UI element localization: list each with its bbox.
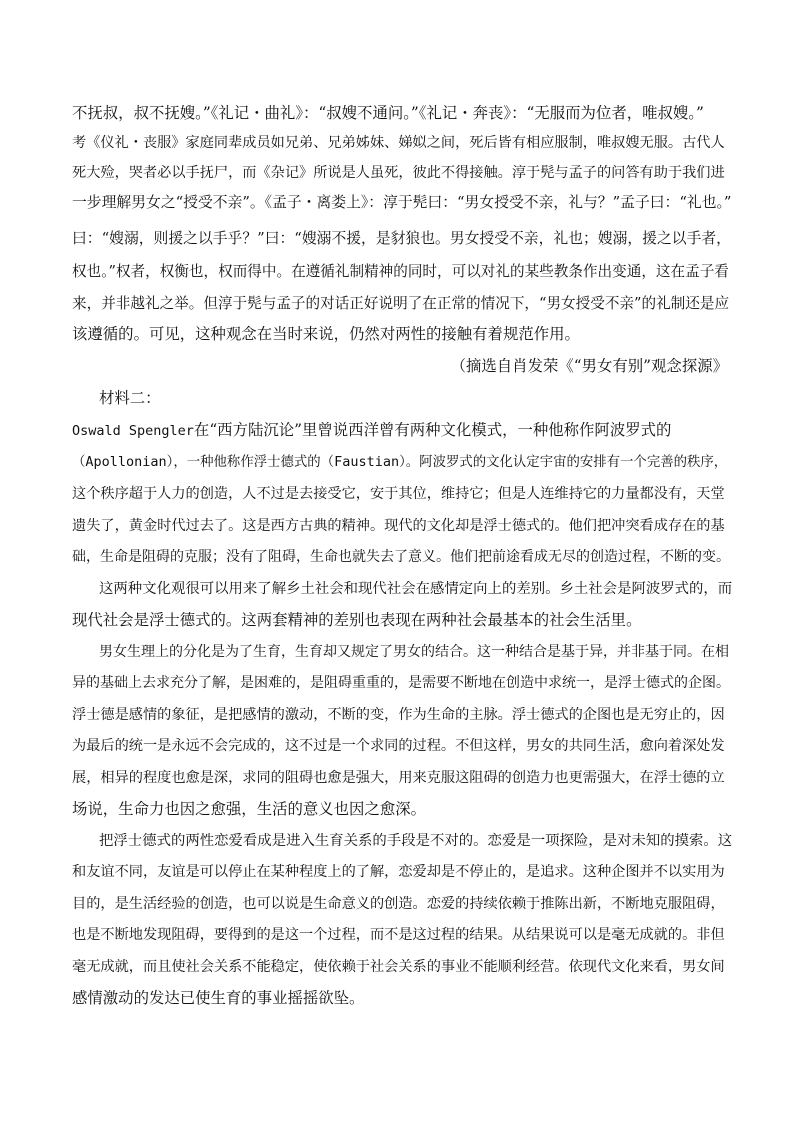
- text-line: 场说，生命力也因之愈强，生活的意义也因之愈深。: [72, 800, 426, 818]
- text-line: 础，生命是阻碍的克服；没有了阻碍，生命也就失去了意义。他们把前途看成无尽的创造过程，不断的变。: [72, 549, 730, 565]
- text-line: 目的，是生活经验的创造，也可以说是生命意义的创造。恋爱的持续依赖于推陈出新，不断地克服阻碍，: [72, 896, 725, 912]
- text-line: 异的基础上去求充分了解，是困难的，是阻碍重重的，是需要不断地在创造中求统一，是浮士德式的企图。: [72, 675, 730, 691]
- text-span: 在“西方陆沉论”里曾说西洋曾有两种文化模式，一种他称作阿波罗式的: [193, 421, 672, 439]
- text-line: 权也。”权者，权衡也，权而得中。在遵循礼制精神的同时，可以对礼的某些教条作出变通，这在孟子看: [72, 263, 729, 280]
- text-line: 也是不断地发现阻碍，要得到的是这一个过程，而不是这过程的结果。从结果说可以是毫无成就的。非但: [72, 927, 725, 943]
- text-line: 这个秩序超于人力的创造，人不过是去接受它，安于其位，维持它；但是人连维持它的力量都没有，天堂: [72, 486, 725, 502]
- text-line: 把浮士德式的两性恋爱看成是进入生育关系的手段是不对的。恋爱是一项探险，是对未知的摸索。这: [99, 833, 733, 849]
- text-line: 来，并非越礼之举。但淳于髡与孟子的对话正好说明了在正常的情况下，“男女授受不亲”的礼制还是应: [72, 295, 730, 312]
- text-line: [72, 452, 732, 473]
- section-heading: 材料二：: [99, 389, 161, 407]
- text-span: （: [72, 455, 86, 470]
- text-line: 该遵循的。可见，这种观念在当时来说，仍然对两性的接触有着规范作用。: [72, 325, 580, 343]
- text-line: 遗失了，黄金时代过去了。这是西方古典的精神。现代的文化却是浮士德式的。他们把冲突看成存在的基: [72, 518, 725, 534]
- text-line: [72, 420, 732, 441]
- text-line: 和友谊不同，友谊是可以停止在某种程度上的了解，恋爱却是不停止的，是追求。这种企图并不以实用为: [72, 864, 725, 880]
- text-line: 这两种文化观很可以用来了解乡土社会和现代社会在感情定向上的差别。乡土社会是阿波罗式的，而: [99, 581, 733, 597]
- term-faustian: Faustian: [334, 454, 400, 470]
- author-name: Oswald Spengler: [72, 423, 194, 439]
- term-apollonian: Apollonian: [85, 454, 167, 470]
- text-line: 考《仪礼・丧服》家庭同辈成员如兄弟、兄弟姊妹、娣姒之间，死后皆有相应服制，唯叔嫂无服。古代人: [72, 135, 725, 151]
- text-line: 死大殓，哭者必以手抚尸，而《杂记》所说是人虽死，彼此不得接触。淳于髡与孟子的问答有助于我们进: [72, 165, 725, 181]
- text-line: 展，相异的程度也愈是深，求同的阻碍也愈是强大，用来克服这阻碍的创造力也更需强大，在浮士德的立: [72, 770, 725, 786]
- text-line: 为最后的统一是永远不会完成的，这不过是一个求同的过程。不但这样，男女的共同生活，愈向着深处发: [72, 738, 725, 754]
- text-line: 毫无成就，而且使社会关系不能稳定，使依赖于社会关系的事业不能顺利经营。依现代文化来看，男女间: [72, 959, 725, 975]
- text-line: 不抚叔，叔不抚嫂。”《礼记・曲礼》：“叔嫂不通问。”《礼记・奔丧》：“无服而为位者，唯叔嫂。”: [72, 104, 704, 122]
- text-line: 一步理解男女之“授受不亲”。《孟子・离娄上》：淳于髡曰：“男女授受不亲，礼与？”孟子曰：“礼也。”: [72, 194, 732, 211]
- source-citation: （摘选自肖发荣《“男女有别”观念探源》: [450, 357, 728, 375]
- text-line: 曰：“嫂溺，则援之以手乎？”曰：“嫂溺不援，是豺狼也。男女授受不亲，礼也；嫂溺，援之以手者，: [72, 230, 731, 247]
- text-span: ）。阿波罗式的文化认定宇宙的安排有一个完善的秩序，: [399, 455, 728, 470]
- text-span: ），一种他称作浮士德式的（: [166, 455, 335, 470]
- text-line: 感情激动的发达已使生育的事业摇摇欲坠。: [72, 989, 365, 1007]
- text-line: 现代社会是浮士德式的。这两套精神的差别也表现在两种社会最基本的社会生活里。: [72, 611, 642, 629]
- text-line: 男女生理上的分化是为了生育，生育却又规定了男女的结合。这一种结合是基于异，并非基于同。在相: [99, 644, 729, 660]
- text-line: 浮士德是感情的象征，是把感情的激动，不断的变，作为生命的主脉。浮士德式的企图也是无穷止的，因: [72, 707, 725, 723]
